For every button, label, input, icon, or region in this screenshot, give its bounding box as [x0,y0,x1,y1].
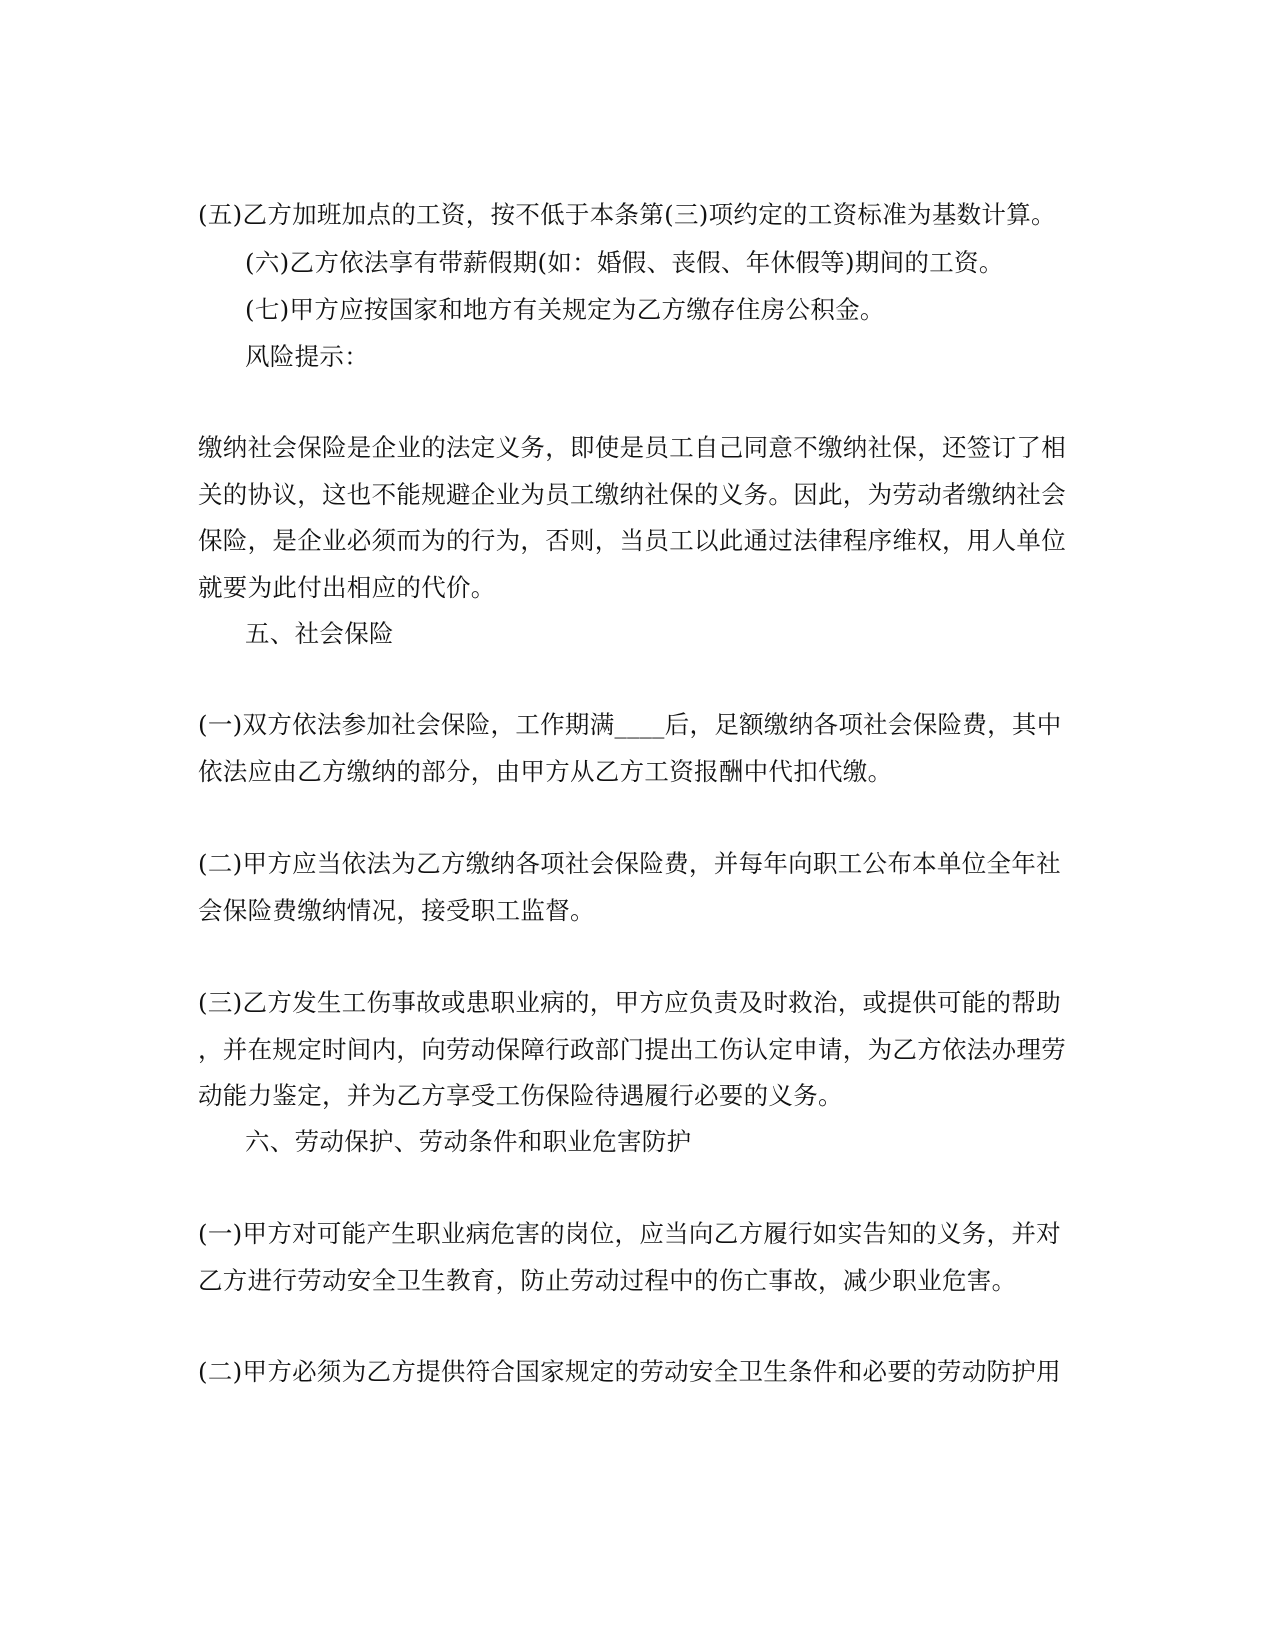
section-5-heading: 五、社会保险 [245,619,394,648]
section-5-clause-2-line: (二)甲方应当依法为乙方缴纳各项社会保险费，并每年向职工公布本单位全年社 [198,849,1061,878]
risk-notice-paragraph-line: 缴纳社会保险是企业的法定义务，即使是员工自己同意不缴纳社保，还签订了相 [198,433,1066,462]
section-5-clause-1-line: 依法应由乙方缴纳的部分，由甲方从乙方工资报酬中代扣代缴。 [198,757,893,786]
clause-7-housing-fund: (七)甲方应按国家和地方有关规定为乙方缴存住房公积金。 [245,295,885,324]
section-6-heading: 六、劳动保护、劳动条件和职业危害防护 [245,1127,692,1156]
section-6-clause-1-line: (一)甲方对可能产生职业病危害的岗位，应当向乙方履行如实告知的义务，并对 [198,1219,1061,1248]
section-5-clause-3-line: ，并在规定时间内，向劳动保障行政部门提出工伤认定申请，为乙方依法办理劳 [198,1035,1066,1064]
clause-6-paid-leave-wages: (六)乙方依法享有带薪假期(如：婚假、丧假、年休假等)期间的工资。 [245,248,1004,277]
section-5-clause-3-line: 动能力鉴定，并为乙方享受工伤保险待遇履行必要的义务。 [198,1081,843,1110]
risk-notice-paragraph-line: 关的协议，这也不能规避企业为员工缴纳社保的义务。因此，为劳动者缴纳社会 [198,480,1066,509]
section-5-clause-3-line: (三)乙方发生工伤事故或患职业病的，甲方应负责及时救治，或提供可能的帮助 [198,988,1061,1017]
section-5-clause-2-line: 会保险费缴纳情况，接受职工监督。 [198,896,595,925]
section-5-clause-1-line: (一)双方依法参加社会保险，工作期满____后，足额缴纳各项社会保险费，其中 [198,710,1062,739]
section-6-clause-2-line: (二)甲方必须为乙方提供符合国家规定的劳动安全卫生条件和必要的劳动防护用 [198,1357,1061,1386]
risk-notice-heading: 风险提示： [245,342,369,371]
risk-notice-paragraph-line: 保险，是企业必须而为的行为，否则，当员工以此通过法律程序维权，用人单位 [198,526,1066,555]
section-6-clause-1-line: 乙方进行劳动安全卫生教育，防止劳动过程中的伤亡事故，减少职业危害。 [198,1266,1017,1295]
clause-5-overtime-wages: (五)乙方加班加点的工资，按不低于本条第(三)项约定的工资标准为基数计算。 [198,200,1056,229]
risk-notice-paragraph-line: 就要为此付出相应的代价。 [198,573,496,602]
